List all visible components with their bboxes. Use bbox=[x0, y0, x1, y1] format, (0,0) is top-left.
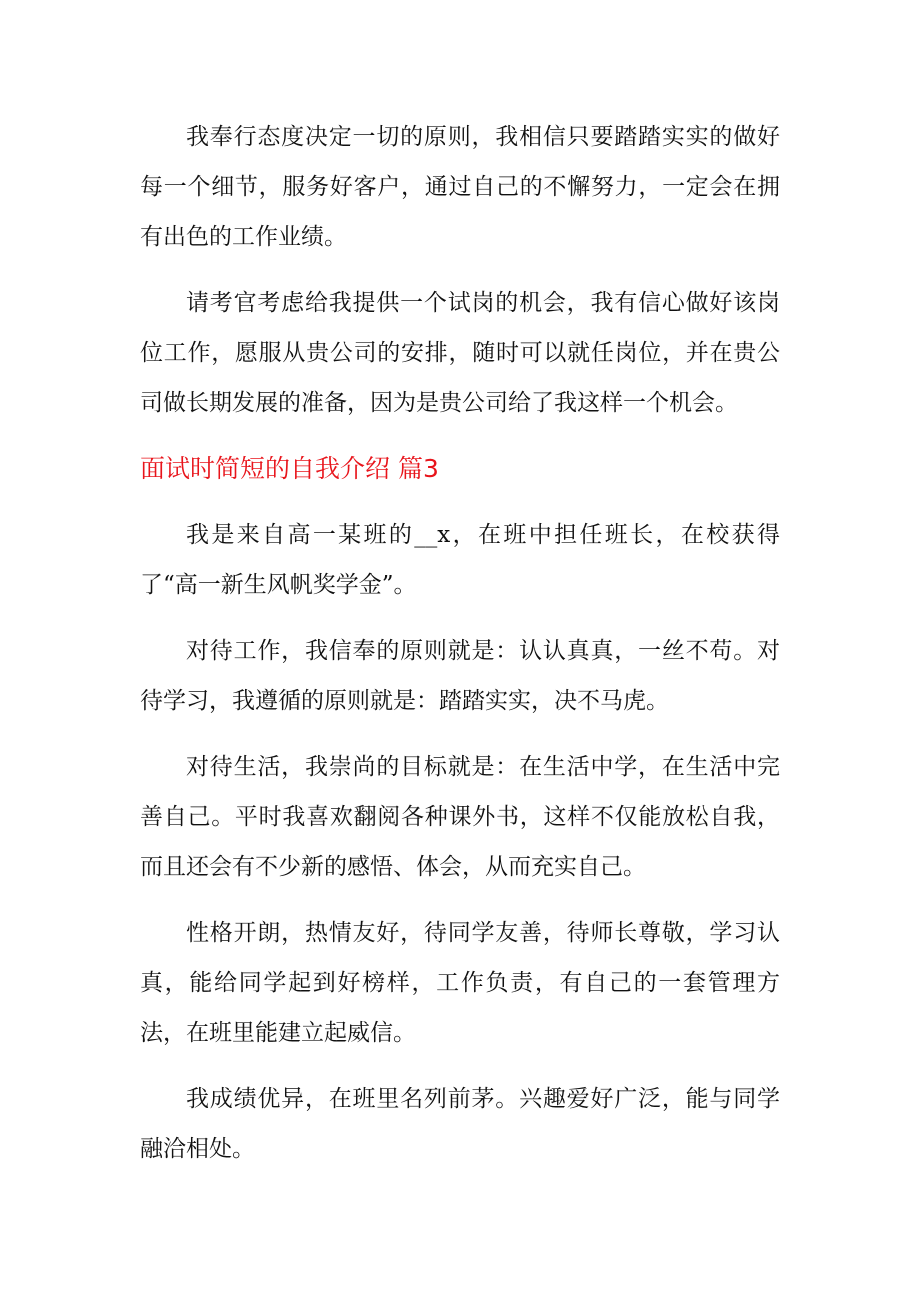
paragraph: 我奉行态度决定一切的原则，我相信只要踏踏实实的做好每一个细节，服务好客户，通过自己的不懈努力，一定会在拥有出色的工作业绩。 bbox=[140, 124, 780, 250]
paragraph: 对待生活，我崇尚的目标就是：在生活中学，在生活中完善自己。平时我喜欢翻阅各种课外书，这样不仅能放松自我，而且还会有不少新的感悟、体会，从而充实自己。 bbox=[140, 754, 780, 880]
paragraph: 请考官考虑给我提供一个试岗的机会，我有信心做好该岗位工作，愿服从贵公司的安排，随时可以就任岗位，并在贵公司做长期发展的准备，因为是贵公司给了我这样一个机会。 bbox=[140, 290, 780, 416]
paragraph: 性格开朗，热情友好，待同学友善，待师长尊敬，学习认真，能给同学起到好榜样，工作负责，有自己的一套管理方法，在班里能建立起威信。 bbox=[140, 920, 780, 1046]
section-heading: 面试时简短的自我介绍 篇3 bbox=[140, 454, 439, 483]
paragraph: 对待工作，我信奉的原则就是：认认真真，一丝不苟。对待学习，我遵循的原则就是：踏踏实实，决不马虎。 bbox=[140, 638, 780, 714]
document-body bbox=[140, 112, 780, 1190]
paragraph: 我是来自高一某班的__x，在班中担任班长，在校获得了“高一新生风帆奖学金”。 bbox=[140, 522, 780, 598]
paragraph: 我成绩优异，在班里名列前茅。兴趣爱好广泛，能与同学融洽相处。 bbox=[140, 1086, 780, 1162]
